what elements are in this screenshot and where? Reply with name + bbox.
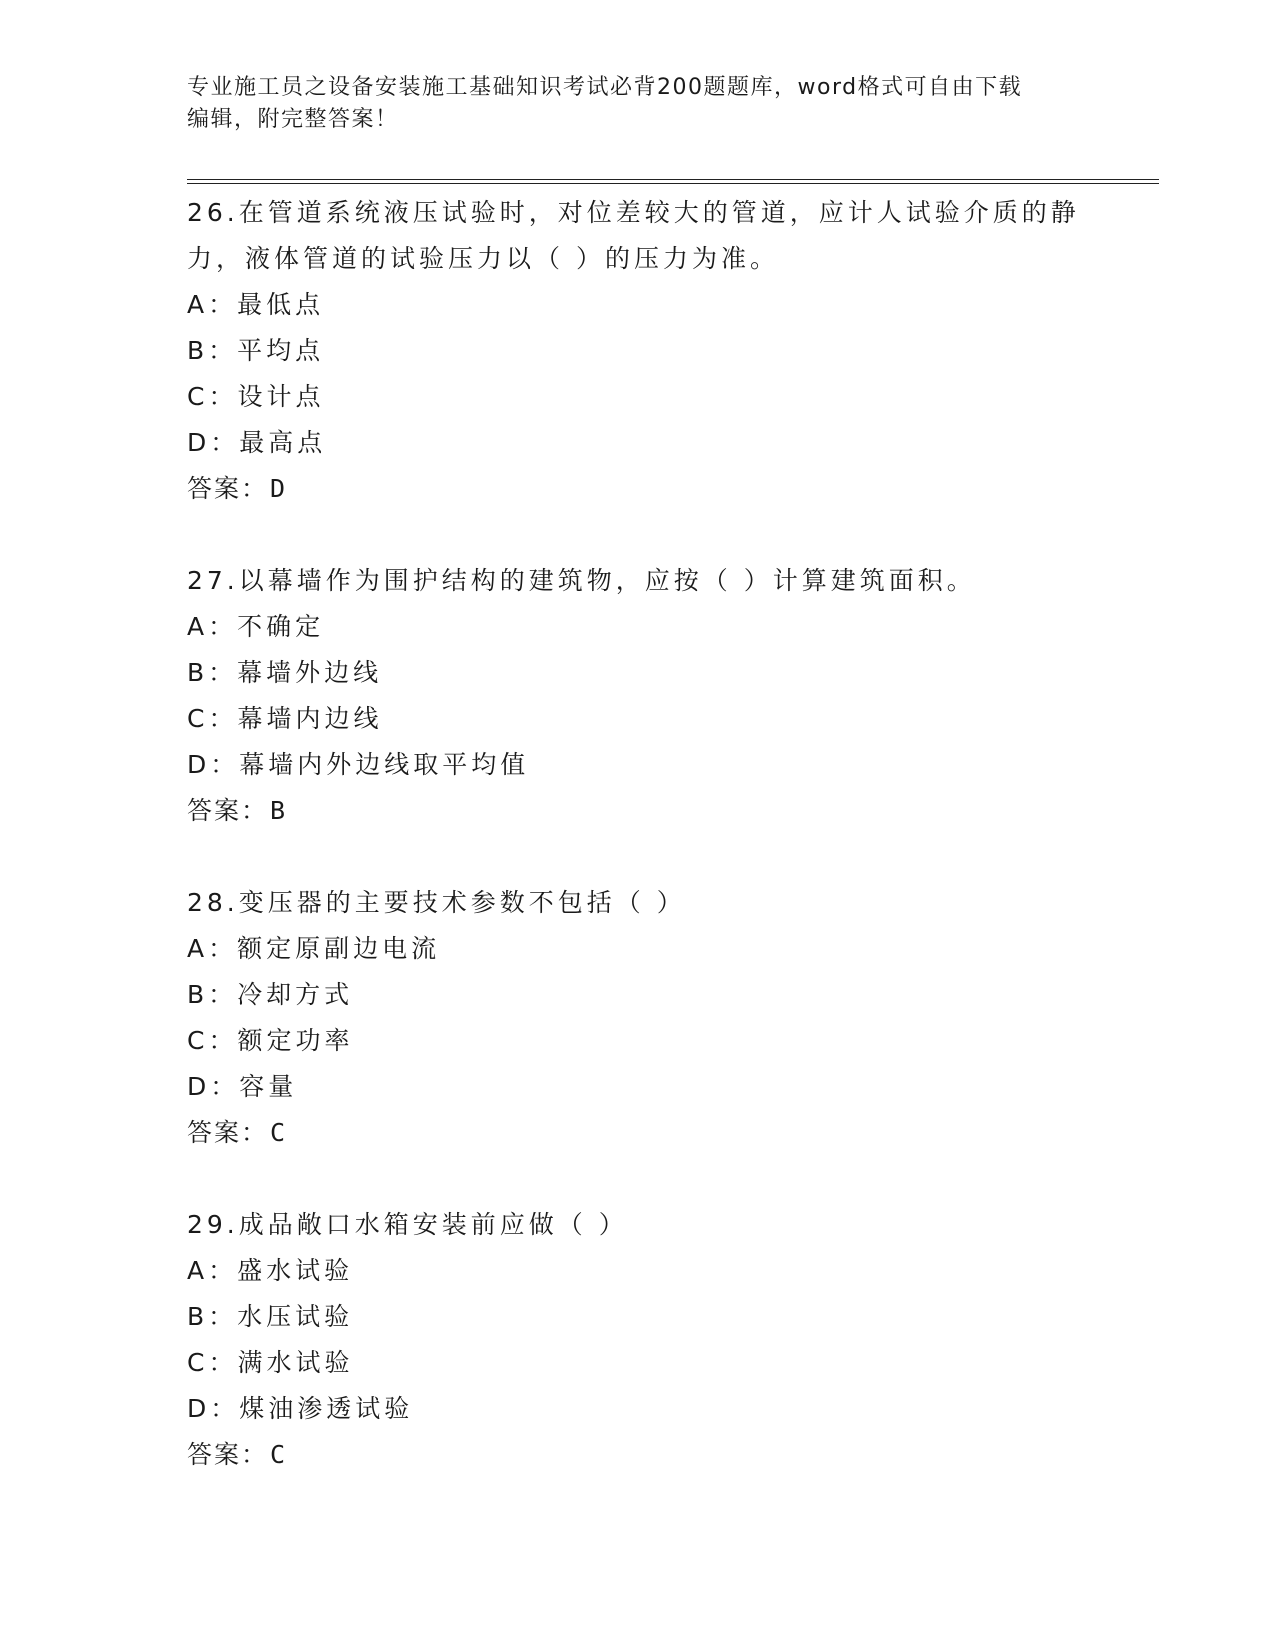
option-b: B：幕墙外边线: [187, 658, 383, 687]
option-b: B：水压试验: [187, 1302, 354, 1331]
option-c: C：满水试验: [187, 1348, 354, 1377]
option-a: A：不确定: [187, 612, 325, 641]
option-d: D：幕墙内外边线取平均值: [187, 750, 530, 779]
option-d: D：煤油渗透试验: [187, 1394, 414, 1423]
option-b: B：冷却方式: [187, 980, 354, 1009]
option-a: A：盛水试验: [187, 1256, 354, 1285]
answer-value: B: [270, 796, 288, 825]
question-stem: 27.以幕墙作为围护结构的建筑物，应按（ ）计算建筑面积。: [187, 566, 976, 595]
option-c: C：额定功率: [187, 1026, 354, 1055]
question-28: [187, 880, 1087, 1156]
header-divider-top: [187, 179, 1159, 180]
question-27: [187, 558, 1087, 834]
question-stem-continued: 力，液体管道的试验压力以（ ）的压力为准。: [187, 244, 779, 273]
option-a: A：最低点: [187, 290, 325, 319]
option-c: C：设计点: [187, 382, 325, 411]
answer-value: C: [270, 1440, 288, 1469]
answer-line: [187, 466, 1087, 512]
answer-label: 答案：: [187, 1440, 269, 1469]
option-b: B：平均点: [187, 336, 325, 365]
option-c: C：幕墙内边线: [187, 704, 383, 733]
option-d: D：容量: [187, 1072, 298, 1101]
header-line-1: 专业施工员之设备安装施工基础知识考试必背200题题库，word格式可自由下载: [187, 75, 1023, 100]
answer-line: [187, 1110, 1087, 1156]
question-list: [187, 190, 1087, 1524]
answer-label: 答案：: [187, 1118, 269, 1147]
answer-value: D: [270, 474, 288, 503]
question-stem: 28.变压器的主要技术参数不包括（ ）: [187, 888, 686, 917]
option-d: D：最高点: [187, 428, 327, 457]
answer-line: [187, 1432, 1087, 1478]
header-line-2: 编辑，附完整答案！: [187, 107, 399, 132]
answer-line: [187, 788, 1087, 834]
question-stem: 26.在管道系统液压试验时，对位差较大的管道，应计人试验介质的静: [187, 198, 1080, 227]
question-26: [187, 190, 1087, 512]
answer-label: 答案：: [187, 474, 269, 503]
answer-value: C: [270, 1118, 288, 1147]
header-divider-bottom: [187, 183, 1159, 184]
option-a: A：额定原副边电流: [187, 934, 441, 963]
answer-label: 答案：: [187, 796, 269, 825]
document-header: [187, 72, 1067, 136]
question-29: [187, 1202, 1087, 1478]
question-stem: 29.成品敞口水箱安装前应做（ ）: [187, 1210, 628, 1239]
